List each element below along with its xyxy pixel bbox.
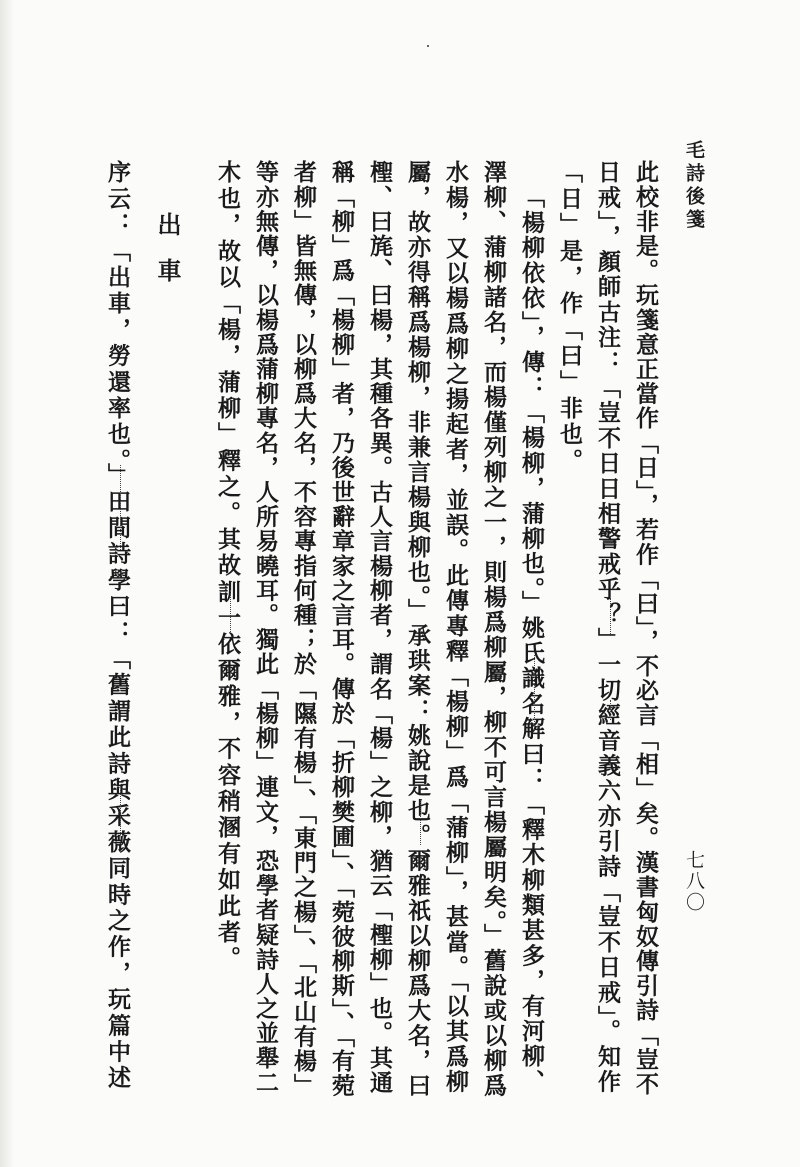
text-column-11: 等亦無傳，以楊爲蒲柳專名，人所易曉耳。獨此「楊柳」連文，恐學者疑詩人之並舉二 bbox=[252, 160, 279, 1095]
text-column-12: 木也，故以「楊，蒲柳」釋之。其故訓一依爾雅，不容稍溷有如此者。 bbox=[214, 160, 241, 973]
text-column-1: 此校非是。玩箋意正當作「日」，若作「曰」，不必言「相」矣。漢書匈奴傳引詩「豈不 bbox=[632, 160, 659, 1097]
title-mark bbox=[230, 590, 237, 632]
title-mark bbox=[420, 800, 427, 845]
text-column-2: 日戒」，顏師古注：「豈不日日相警戒乎？」一切經音義六亦引詩「豈不日戒」。知作 bbox=[594, 160, 621, 1095]
title-mark bbox=[120, 790, 127, 835]
title-mark bbox=[534, 655, 541, 730]
text-column-9: 稱「柳」爲「楊柳」者，乃後世辭章家之言耳。傳於「折柳樊圃」、「菀彼柳斯」、「有菀 bbox=[328, 160, 355, 1098]
print-speck bbox=[427, 45, 429, 47]
text-column-5: 澤柳、蒲柳諸名，而楊僅列柳之一，則楊爲柳屬，柳不可言楊屬明矣。」舊說或以柳爲 bbox=[480, 160, 507, 1099]
page-number: 七八〇 bbox=[683, 850, 705, 913]
text-column-13: 序云：「出車，勞還率也。」田間詩學曰：「舊謂此詩與采薇同時之作，玩篇中述 bbox=[104, 160, 131, 1092]
text-column-6: 水楊，又以楊爲柳之揚起者，並誤。此傳專釋「楊柳」爲「蒲柳」，甚當。「以其爲柳 bbox=[442, 160, 469, 1095]
text-column-3: 「日」是，作「曰」非也。 bbox=[556, 160, 583, 475]
title-mark bbox=[610, 700, 617, 720]
binding-edge bbox=[0, 0, 14, 1167]
running-title: 毛詩後箋 bbox=[683, 140, 705, 232]
text-column-4: 「楊柳依依」，傳：「楊柳，蒲柳也。」姚氏識名解曰：「釋木柳類甚多，有河柳、 bbox=[518, 185, 545, 1095]
section-heading: 出車 bbox=[153, 212, 182, 304]
text-column-8: 檉、曰旄、曰楊，其種各異。古人言楊柳者，謂名「楊」之柳，猶云「檉柳」也。其通 bbox=[366, 160, 393, 1095]
text-column-10: 者柳」皆無傳，以柳爲大名，不容專指何種；於「隰有楊」、「東門之楊」、「北山有楊」 bbox=[290, 160, 317, 1098]
text-column-7: 屬，故亦得稱爲楊柳，非兼言楊與柳也。」承珙案：姚說是也。爾雅祇以柳爲大名，曰 bbox=[404, 160, 431, 1099]
title-mark bbox=[610, 598, 617, 636]
title-mark bbox=[120, 465, 127, 550]
